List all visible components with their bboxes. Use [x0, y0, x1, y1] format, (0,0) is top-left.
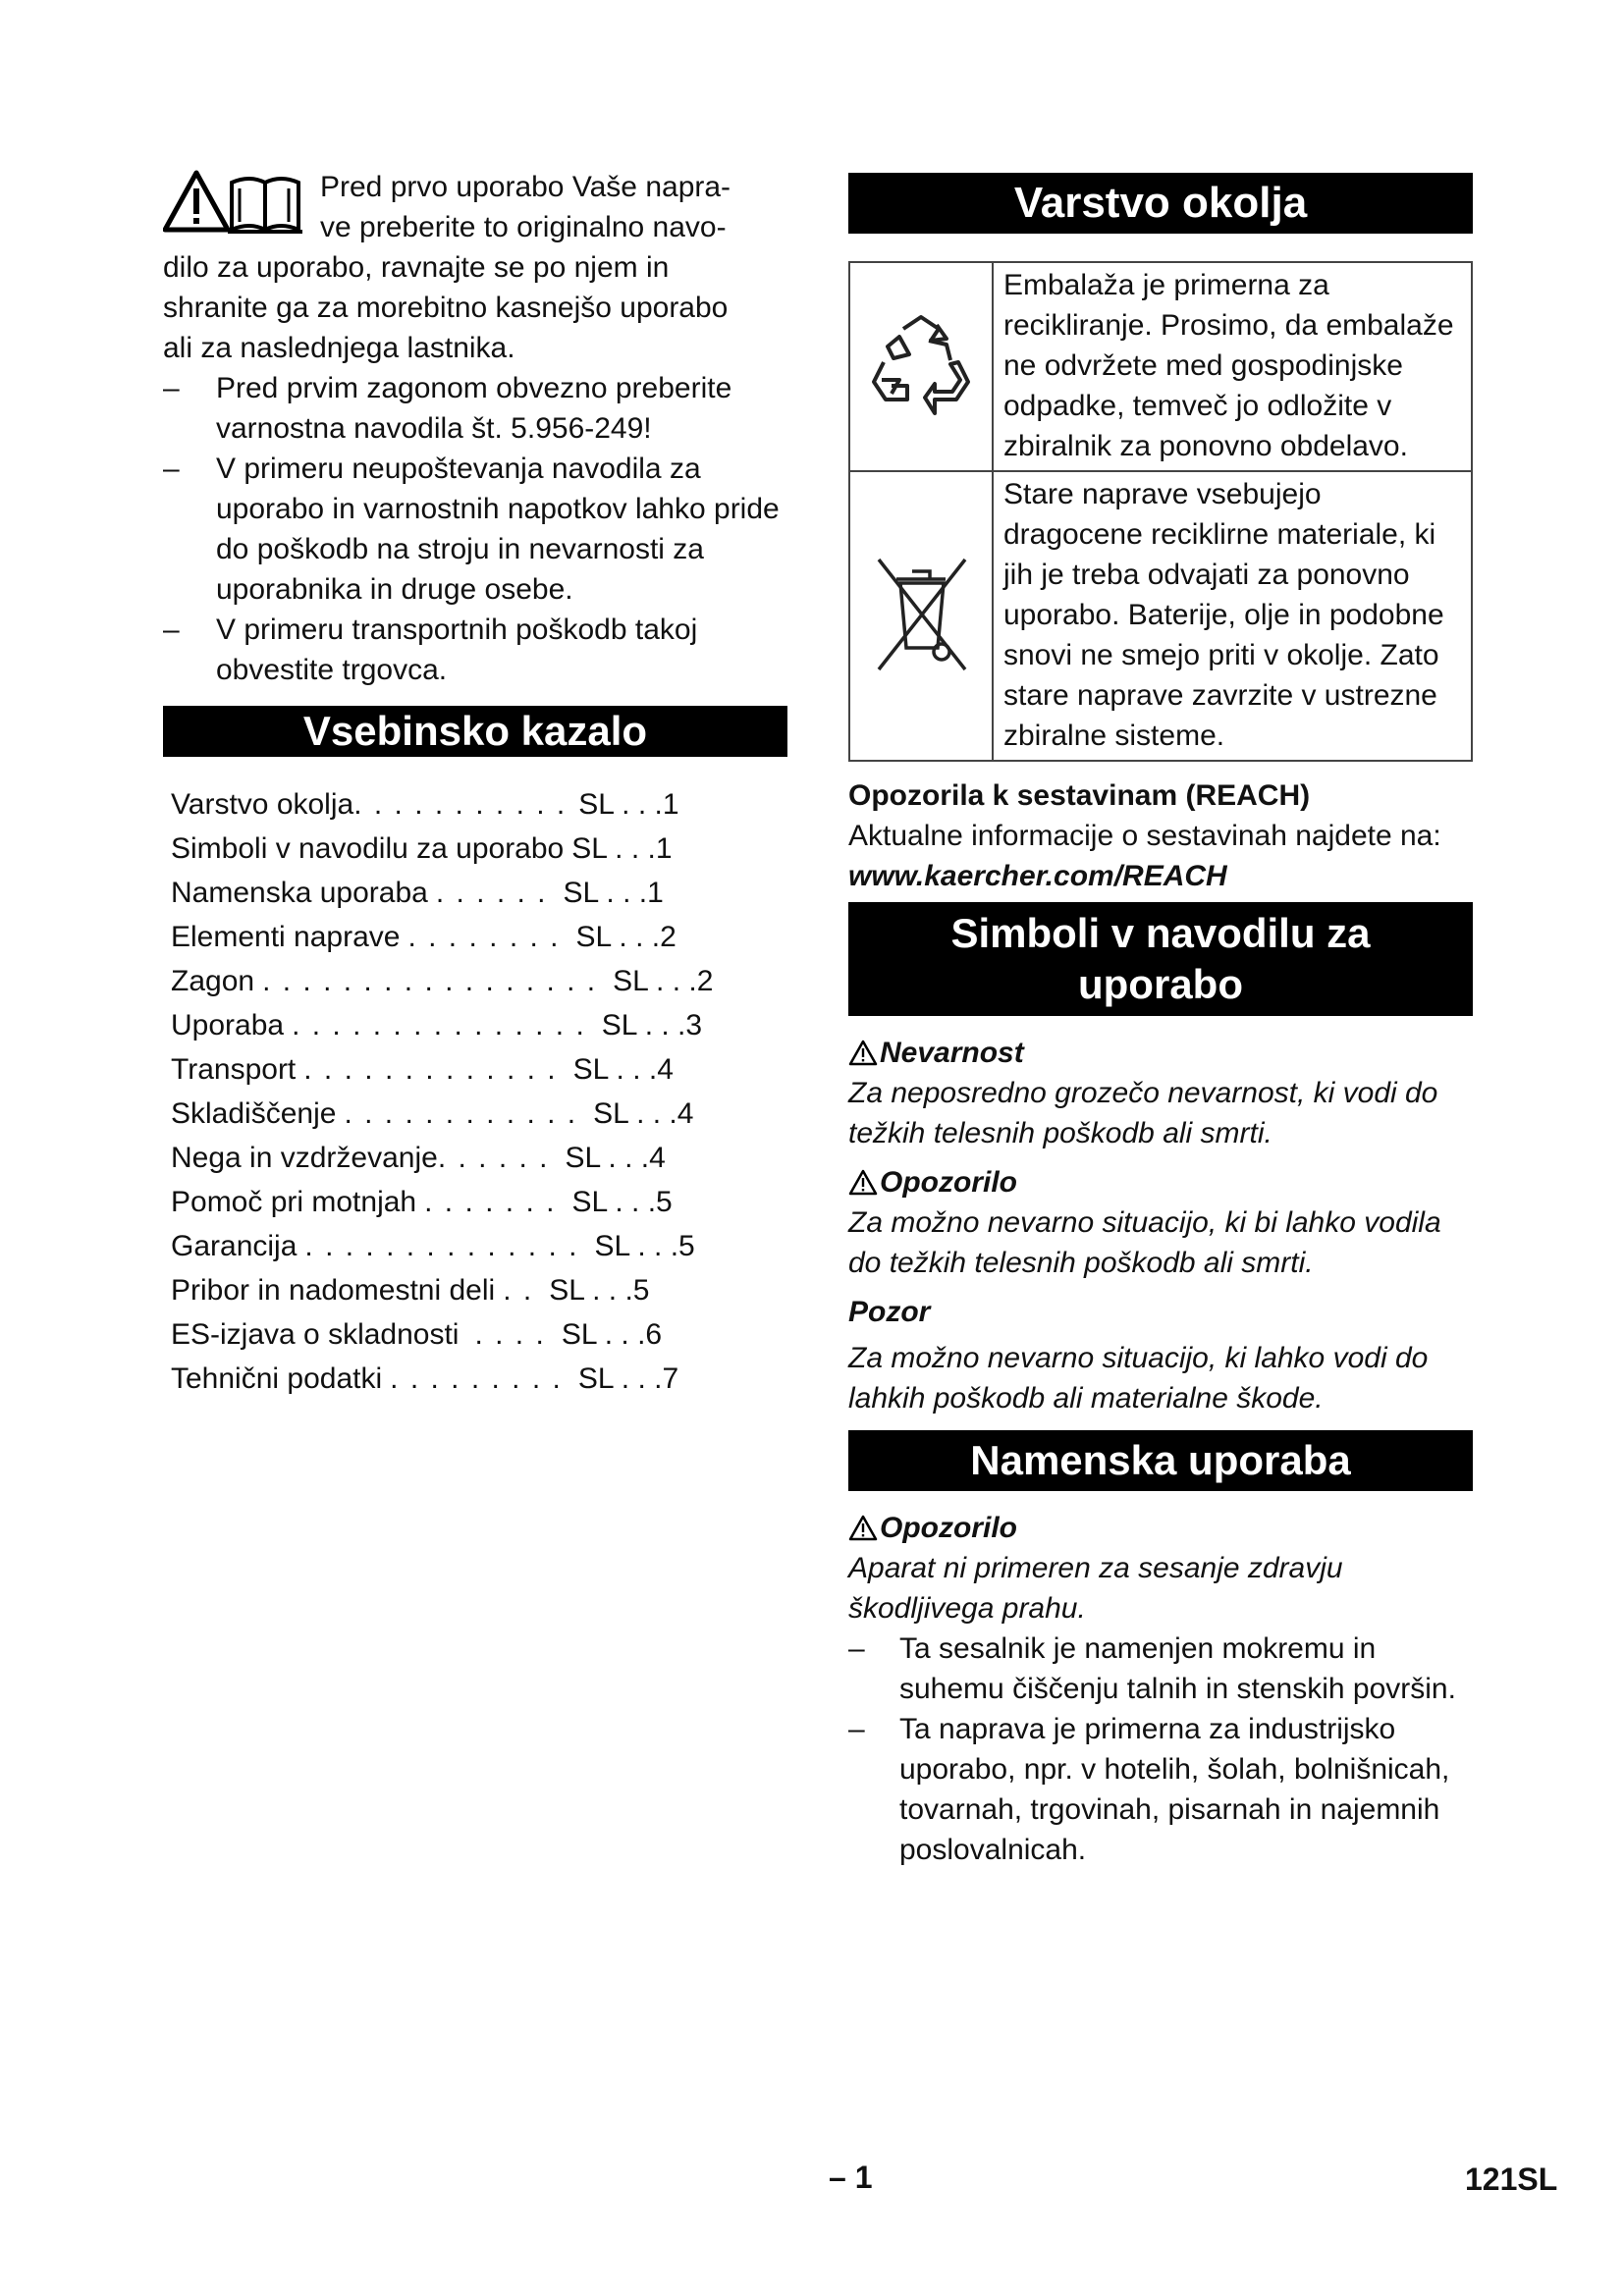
- toc-item[interactable]: Elementi naprave . . . . . . . . SL . . .2: [171, 921, 677, 953]
- toc-item[interactable]: Garancija . . . . . . . . . . . . . . SL . . .5: [171, 1230, 695, 1262]
- table-cell-text: Embalaža je primerna za recikliranje. Prosimo, da embalaže ne odvržete med gospodinjske odpadke, temveč jo odložite v zbiralnik za ponovno obdelavo.: [993, 262, 1472, 471]
- warning-and-manual-icon: [163, 167, 308, 247]
- symbol-text: Za neposredno grozečo nevarnost, ki vodi do težkih telesnih poškodb ali smrti.: [848, 1077, 1438, 1149]
- symbol-text: Za možno nevarno situacijo, ki lahko vodi do lahkih poškodb ali materialne škode.: [848, 1342, 1429, 1415]
- warning-triangle-icon: [848, 1040, 878, 1067]
- environment-table: [848, 261, 1473, 762]
- toc-item[interactable]: Skladiščenje . . . . . . . . . . . . SL . . .4: [171, 1097, 694, 1130]
- table-cell-icon: [849, 262, 993, 471]
- toc-item[interactable]: Simboli v navodilu za uporabo SL . . .1: [171, 832, 673, 865]
- crossed-bin-icon: [867, 550, 975, 677]
- right-column: [848, 173, 1473, 1870]
- intro-line: shranite ga za morebitno kasnejšo uporabo: [163, 292, 729, 324]
- toc-item[interactable]: Zagon . . . . . . . . . . . . . . . . . SL . . .2: [171, 965, 714, 997]
- reach-link[interactable]: www.kaercher.com/REACH: [848, 860, 1227, 892]
- toc-item[interactable]: Pomoč pri motnjah . . . . . . . SL . . .5: [171, 1186, 673, 1218]
- toc-item[interactable]: Varstvo okolja . . . . . . . . . . . SL . . .1: [171, 788, 679, 821]
- symbols-heading: [848, 902, 1473, 1016]
- table-row: [849, 262, 1472, 471]
- intro-section: [163, 167, 787, 690]
- warning-triangle-icon: [848, 1169, 878, 1197]
- warning-title: Opozorilo: [848, 1509, 1473, 1548]
- symbol-title: Pozor: [848, 1296, 931, 1328]
- intended-use-warning: [848, 1509, 1473, 1629]
- toc-heading: Vsebinsko kazalo: [163, 706, 787, 757]
- intro-line: Pred prvo uporabo Vaše napra-: [320, 171, 731, 203]
- toc-item[interactable]: Transport . . . . . . . . . . . . . SL . . .4: [171, 1053, 674, 1086]
- table-cell-icon: [849, 471, 993, 761]
- symbol-title: Opozorilo: [848, 1163, 1473, 1202]
- reach-text: Aktualne informacije o sestavinah najdete na:: [848, 820, 1441, 852]
- left-column: [163, 167, 787, 1401]
- toc-item[interactable]: Uporaba . . . . . . . . . . . . . . . SL . . .3: [171, 1009, 703, 1041]
- page-number: – 1: [829, 2160, 873, 2195]
- intro-bullet: – V primeru transportnih poškodb takoj obvestite trgovca.: [163, 614, 698, 686]
- document-code: 121SL: [1465, 2162, 1558, 2197]
- intro-line: ve preberite to originalno navo-: [320, 211, 727, 243]
- toc-item[interactable]: Pribor in nadomestni deli . . SL . . .5: [171, 1274, 650, 1307]
- reach-title: Opozorila k sestavinam (REACH): [848, 779, 1311, 812]
- intro-bullet: – Pred prvim zagonom obvezno preberite varnostna navodila št. 5.956-249!: [163, 372, 732, 445]
- symbol-item: [848, 1034, 1473, 1153]
- intended-use-bullet: – Ta sesalnik je namenjen mokremu in suhemu čiščenju talnih in stenskih površin.: [848, 1632, 1456, 1705]
- symbol-title: Nevarnost: [848, 1034, 1473, 1073]
- intended-use-heading: Namenska uporaba: [848, 1430, 1473, 1491]
- table-of-contents: [163, 782, 787, 1401]
- table-row: [849, 471, 1472, 761]
- intro-bullet: – V primeru neupoštevanja navodila za uporabo in varnostnih napotkov lahko pride do poškodb na stroju in nevarnosti za uporabnika in druge osebe.: [163, 453, 780, 606]
- symbol-item: [848, 1293, 1473, 1418]
- intended-use-bullet: – Ta naprava je primerna za industrijsko uporabo, npr. v hotelih, šolah, bolnišnicah, tovarnah, trgovinah, pisarnah in najemnih poslovalnicah.: [848, 1713, 1450, 1866]
- toc-item[interactable]: Tehnični podatki . . . . . . . . . SL . . .7: [171, 1362, 679, 1395]
- toc-item[interactable]: ES-izjava o skladnosti . . . . SL . . .6: [171, 1318, 663, 1351]
- intro-line: dilo za uporabo, ravnajte se po njem in: [163, 251, 670, 284]
- symbol-item: [848, 1163, 1473, 1283]
- recycle-icon: [864, 307, 978, 421]
- symbols-heading-line: Simboli v navodilu za: [950, 910, 1371, 956]
- warning-text: Aparat ni primeren za sesanje zdravju škodljivega prahu.: [848, 1552, 1343, 1625]
- symbol-text: Za možno nevarno situacijo, ki bi lahko vodila do težkih telesnih poškodb ali smrti.: [848, 1206, 1441, 1279]
- toc-item[interactable]: Nega in vzdrževanje . . . . . . SL . . .4: [171, 1142, 666, 1174]
- intro-line: ali za naslednjega lastnika.: [163, 332, 515, 364]
- symbols-heading-line: uporabo: [1078, 961, 1243, 1007]
- environment-heading: Varstvo okolja: [848, 173, 1473, 234]
- table-cell-text: Stare naprave vsebujejo dragocene reciklirne materiale, ki jih je treba odvajati za ponovno uporabo. Baterije, olje in podobne snovi ne smejo priti v okolje. Zato stare naprave zavrzite v ustrezne zbiralne sisteme.: [993, 471, 1472, 761]
- toc-item[interactable]: Namenska uporaba . . . . . . SL . . .1: [171, 877, 664, 909]
- warning-triangle-icon: [848, 1515, 878, 1542]
